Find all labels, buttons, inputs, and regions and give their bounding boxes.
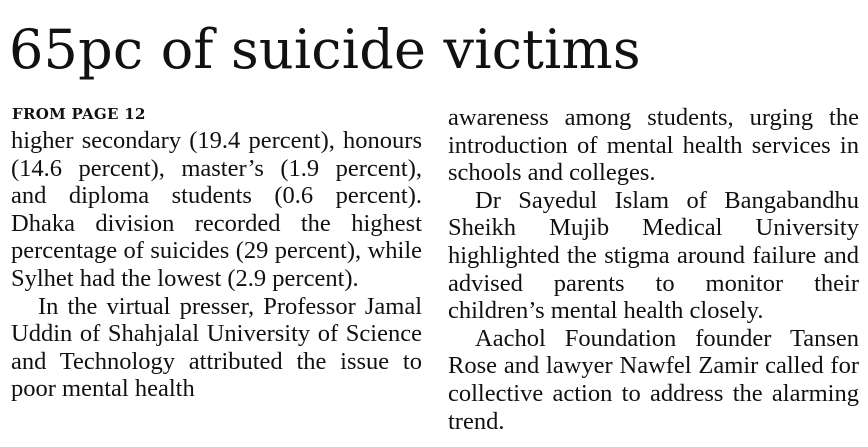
right-column: [448, 104, 859, 435]
paragraph-stigma: Dr Sayedul Islam of Bangabandhu Sheikh Mujib Medical University highlighted the stigma around failure and advised parents to monitor their children’s mental health closely.: [448, 186, 859, 325]
paragraph-awareness: awareness among students, urging the introduction of mental health services in schools and colleges.: [448, 104, 859, 187]
left-column: [11, 104, 422, 403]
paragraph-continued: higher secondary (19.4 percent), honours (14.6 percent), master’s (1.9 percent), and diploma students (0.6 percent). Dhaka division recorded the highest percentage of suicides (29 percent), while Sylhet had the lowest (2.9 percent).: [11, 127, 422, 292]
jump-label: FROM PAGE 12: [12, 105, 146, 123]
paragraph-collective-action: Aachol Foundation founder Tansen Rose and lawyer Nawfel Zamir called for collective action to address the alarming trend.: [448, 324, 859, 435]
headline: 65pc of suicide victims: [9, 18, 641, 81]
paragraph-presser: In the virtual presser, Professor Jamal Uddin of Shahjalal University of Science and Technology attributed the issue to poor mental health: [11, 292, 422, 403]
